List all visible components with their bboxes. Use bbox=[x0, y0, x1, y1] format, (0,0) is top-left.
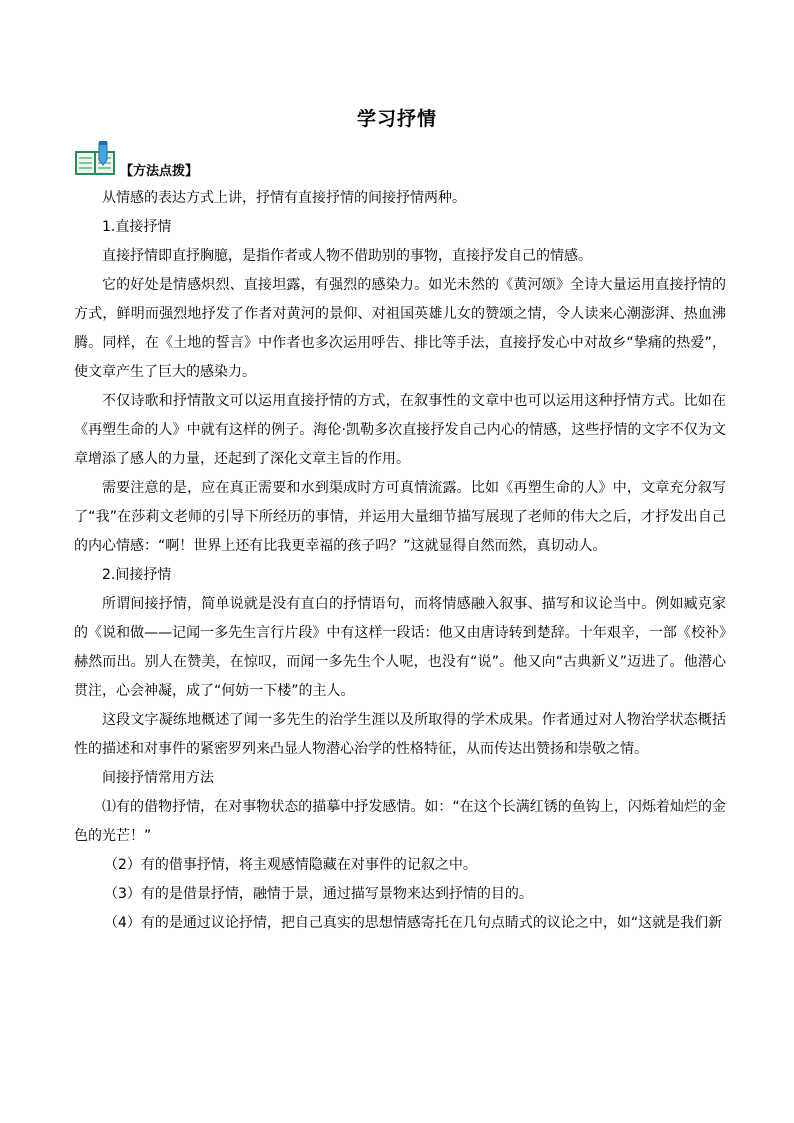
section-header bbox=[74, 140, 374, 180]
paragraph: 从情感的表达方式上讲，抒情有直接抒情的间接抒情两种。 bbox=[102, 190, 466, 206]
paragraph: 间接抒情常用方法 bbox=[102, 770, 214, 786]
book-pencil-icon bbox=[74, 140, 118, 178]
paragraph: 不仅诗歌和抒情散文可以运用直接抒情的方式，在叙事性的文章中也可以运用这种抒情方式。比如在《再塑生命的人》中就有这样的例子。海伦·凯勒多次直接抒发自己内心的情感，这些抒情的文字不仅为文章增添了感人的力量，还起到了深化文章主旨的作用。 bbox=[74, 393, 726, 467]
page-title: 学习抒情 bbox=[356, 108, 437, 130]
paragraph: 它的好处是情感炽烈、直接坦露，有强烈的感染力。如光未然的《黄河颂》全诗大量运用直接抒情的方式，鲜明而强烈地抒发了作者对黄河的景仰、对祖国英雄儿女的赞颂之情，令人读来心潮澎湃、热血沸腾。同样，在《土地的誓言》中作者也多次运用呼告、排比等手法，直接抒发心中对故乡“挚痛的热爱”，使文章产生了巨大的感染力。 bbox=[74, 277, 726, 380]
subheading: 1.直接抒情 bbox=[102, 219, 172, 235]
list-item: （3）有的是借景抒情，融情于景，通过描写景物来达到抒情的目的。 bbox=[104, 886, 533, 902]
body-content bbox=[74, 184, 726, 938]
list-item: （2）有的借事抒情，将主观感情隐藏在对事件的记叙之中。 bbox=[104, 857, 477, 873]
subheading: 2.间接抒情 bbox=[102, 567, 172, 583]
list-item: ⑴有的借物抒情，在对事物状态的描摹中抒发感情。如：“在这个长满红锈的鱼钩上，闪烁着灿烂的金色的光芒！” bbox=[74, 799, 726, 844]
paragraph: 这段文字凝练地概述了闻一多先生的治学生涯以及所取得的学术成果。作者通过对人物治学状态概括性的描述和对事件的紧密罗列来凸显人物潜心治学的性格特征，从而传达出赞扬和崇敬之情。 bbox=[74, 712, 726, 757]
paragraph: 所谓间接抒情，简单说就是没有直白的抒情语句，而将情感融入叙事、描写和议论当中。例如臧克家的《说和做——记闻一多先生言行片段》中有这样一段话：他又由唐诗转到楚辞。十年艰辛，一部《校补》赫然而出。别人在赞美，在惊叹，而闻一多先生个人呢，也没有“说”。他又向“古典新义”迈进了。他潜心贯注，心会神凝，成了“何妨一下楼”的主人。 bbox=[74, 596, 726, 699]
section-label: 【方法点拨】 bbox=[120, 164, 199, 179]
paragraph: 需要注意的是，应在真正需要和水到渠成时方可真情流露。比如《再塑生命的人》中，文章充分叙写了“我”在莎莉文老师的引导下所经历的事情，并运用大量细节描写展现了老师的伟大之后，才抒发出自己的内心情感：“啊！世界上还有比我更幸福的孩子吗？”这就显得自然而然，真切动人。 bbox=[74, 480, 726, 554]
list-item: （4）有的是通过议论抒情，把自己真实的思想情感寄托在几句点睛式的议论之中，如“这就是我们新 bbox=[104, 915, 723, 931]
paragraph: 直接抒情即直抒胸臆，是指作者或人物不借助别的事物，直接抒发自己的情感。 bbox=[102, 248, 592, 264]
